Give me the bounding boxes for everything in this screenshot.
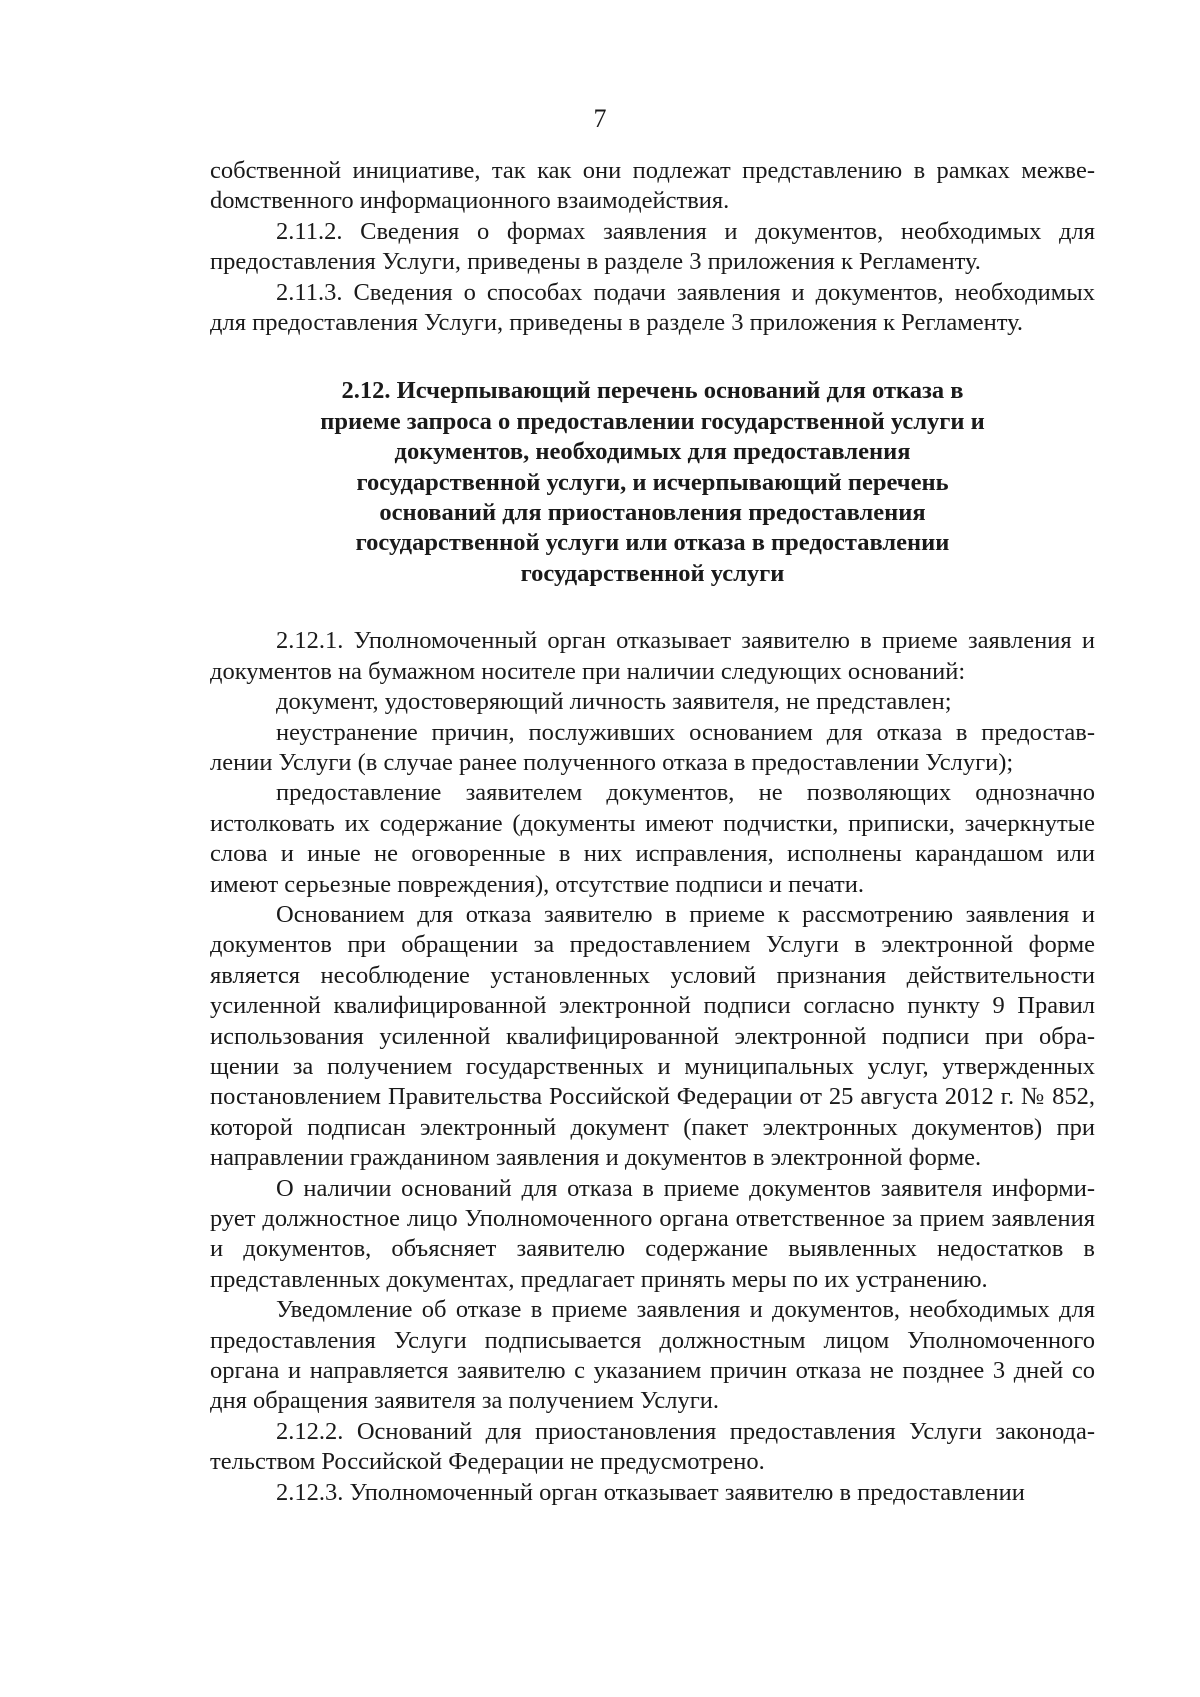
paragraph-2-12-3: 2.12.3. Уполномоченный орган отказывает заявителю в предоставлении	[276, 1478, 1025, 1506]
document-body	[210, 156, 1095, 1508]
paragraph-2-12-1: 2.12.1. Уполномоченный орган отказывает заявителю в приеме заявления и документов на бумажном носителе при наличии следующих оснований:	[210, 627, 1095, 685]
paragraph-continuation: собственной инициативе, так как они подлежат представлению в рамках межвеdомственного информационного взаимодействия.	[210, 157, 1095, 215]
page-number: 7	[593, 104, 607, 133]
list-item-identity-document: документ, удостоверяющий личность заявителя, не представлен;	[276, 688, 952, 716]
paragraph-2-11-3: 2.11.3. Сведения о способах подачи заявления и документов, необходимых для предоставления Услуги, приведены в разделе 3 приложения к Регламенту.	[210, 278, 1095, 337]
paragraph-electronic-signature: Основанием для отказа заявителю в приеме к рассмотрению заявления и документов при обращении за предоставлением Услуги в электронной форме является несоблюдение установленных условий признания действительности усиленной квалифицированной электронной подписи согласно пункту 9 Правил использования усиленной квалифицированной электронной подписи при обращении за получением государственных и муниципальных услуг, утвержденных постановлением Правительства Российской Федерации от 25 августа 2012 г. № 852, которой подписан электронный документ (пакет электронных документов) при направлении гражданином заявления и документов в электронной форме.	[210, 900, 1095, 1172]
list-item-unresolved-reasons: неустранение причин, послуживших основанием для отказа в предоставлении Услуги (в случае ранее полученного отказа в предоставлении Услуги);	[210, 718, 1095, 776]
paragraph-official-informs: О наличии оснований для отказа в приеме документов заявителя информирует должностное лицо Уполномоченного органа ответственное за прием заявления и документов, объясняет заявителю содержание выявленных недостатков в представленных документах, предлагает принять меры по их устранению.	[210, 1174, 1095, 1293]
section-heading-2-12: 2.12. Исчерпывающий перечень оснований для отказа в приеме запроса о предоставлении государственной услуги и документов, необходимых для предоставления государственной услуги, и исчерпывающий перечень оснований для приостановления предоставления государственной услуги или отказа в предоставлении государственной услуги	[320, 377, 985, 587]
list-item-ambiguous-documents: предоставление заявителем документов, не позволяющих однозначно истолковать их содержание (документы имеют подчистки, приписки, зачеркнутые слова и иные не оговоренные в них исправления, исполнены карандашом или имеют серьезные повреждения), отсутствие подписи и печати.	[210, 779, 1095, 898]
paragraph-refusal-notice: Уведомление об отказе в приеме заявления и документов, необходимых для предоставления Услуги подписывается должностным лицом Уполномоченного органа и направляется заявителю с указанием причин отказа не позднее 3 дней со дня обращения заявителя за получением Услуги.	[210, 1296, 1095, 1415]
paragraph-2-12-2: 2.12.2. Оснований для приостановления предоставления Услуги законодательством Российской Федерации не предусмотрено.	[210, 1417, 1095, 1476]
paragraph-2-11-2: 2.11.2. Сведения о формах заявления и документов, необходимых для предоставления Услуги, приведены в разделе 3 приложения к Регламенту.	[210, 217, 1095, 276]
